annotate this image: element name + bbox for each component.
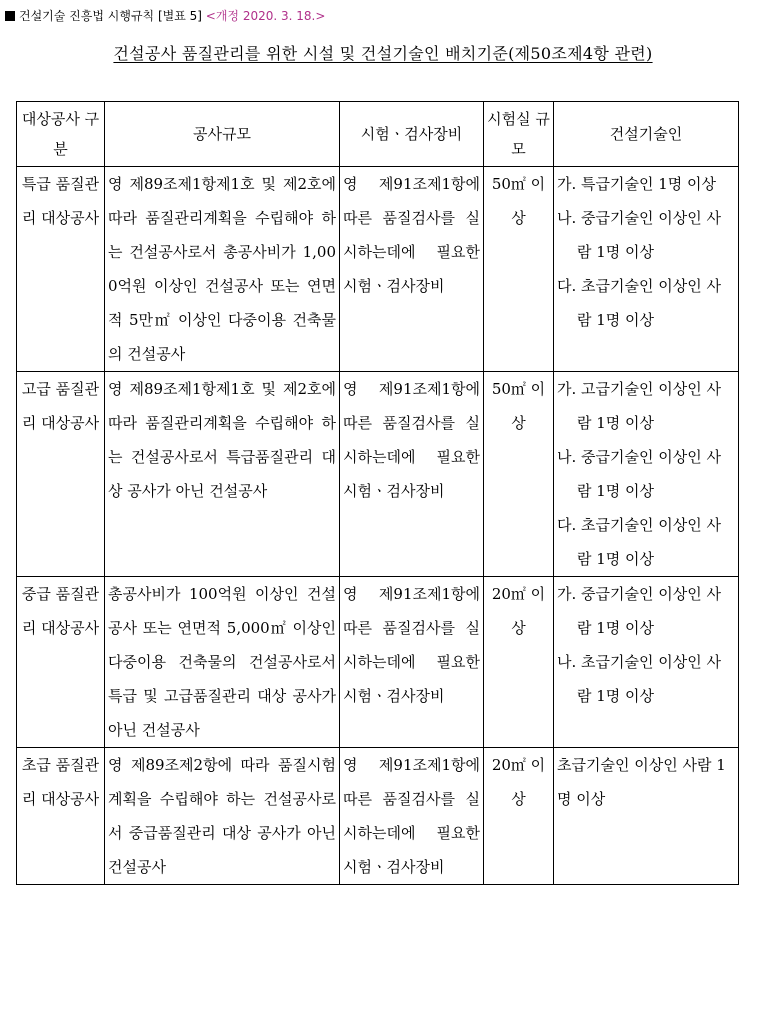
cell-technician xyxy=(554,748,739,885)
table-row xyxy=(17,372,739,577)
table-row xyxy=(17,748,739,885)
cell-scale: 총공사비가 100억원 이상인 건설공사 또는 연면적 5,000㎡ 이상인 다중이용 건축물의 건설공사로서 특급 및 고급품질관리 대상 공사가 아닌 건설공사 xyxy=(105,577,340,748)
header-target: 대상공사 구분 xyxy=(17,102,105,167)
cell-target: 초급 품질관리 대상공사 xyxy=(17,748,105,885)
document-title-wrapper xyxy=(0,41,766,64)
amendment-date: <개정 2020. 3. 18.> xyxy=(205,9,326,23)
table-row xyxy=(17,577,739,748)
cell-scale: 영 제89조제1항제1호 및 제2호에 따라 품질관리계획을 수립해야 하는 건설공사로서 총공사비가 1,000억원 이상인 건설공사 또는 연면적 5만㎡ 이상인 다중이용 건축물의 건설공사 xyxy=(105,167,340,372)
technician-item: 다. 초급기술인 이상인 사람 1명 이상 xyxy=(557,516,721,568)
cell-target: 고급 품질관리 대상공사 xyxy=(17,372,105,577)
technician-item: 나. 중급기술인 이상인 사람 1명 이상 xyxy=(557,448,721,500)
black-square-icon xyxy=(5,11,15,21)
technician-item: 다. 초급기술인 이상인 사람 1명 이상 xyxy=(557,277,721,329)
cell-equipment: 영 제91조제1항에 따른 품질검사를 실시하는데에 필요한 시험ㆍ검사장비 xyxy=(340,167,484,372)
technician-item: 가. 특급기술인 1명 이상 xyxy=(557,175,717,193)
cell-equipment: 영 제91조제1항에 따른 품질검사를 실시하는데에 필요한 시험ㆍ검사장비 xyxy=(340,372,484,577)
cell-technician xyxy=(554,372,739,577)
technician-item: 나. 초급기술인 이상인 사람 1명 이상 xyxy=(557,653,721,705)
standards-table xyxy=(16,101,739,885)
cell-target: 중급 품질관리 대상공사 xyxy=(17,577,105,748)
header-lab: 시험실 규모 xyxy=(484,102,554,167)
table-header-row xyxy=(17,102,739,167)
cell-equipment: 영 제91조제1항에 따른 품질검사를 실시하는데에 필요한 시험ㆍ검사장비 xyxy=(340,748,484,885)
technician-item: 나. 중급기술인 이상인 사람 1명 이상 xyxy=(557,209,721,261)
table-row xyxy=(17,167,739,372)
cell-lab: 20㎡ 이상 xyxy=(484,577,554,748)
cell-lab: 20㎡ 이상 xyxy=(484,748,554,885)
cell-equipment: 영 제91조제1항에 따른 품질검사를 실시하는데에 필요한 시험ㆍ검사장비 xyxy=(340,577,484,748)
header-scale: 공사규모 xyxy=(105,102,340,167)
cell-lab: 50㎡ 이상 xyxy=(484,372,554,577)
cell-scale: 영 제89조제2항에 따라 품질시험계획을 수립해야 하는 건설공사로서 중급품질관리 대상 공사가 아닌 건설공사 xyxy=(105,748,340,885)
header-equipment: 시험ㆍ검사장비 xyxy=(340,102,484,167)
law-reference: 건설기술 진흥법 시행규칙 [별표 5] xyxy=(19,9,202,23)
document-title: 건설공사 품질관리를 위한 시설 및 건설기술인 배치기준(제50조제4항 관련) xyxy=(113,44,653,63)
cell-technician xyxy=(554,167,739,372)
cell-scale: 영 제89조제1항제1호 및 제2호에 따라 품질관리계획을 수립해야 하는 건설공사로서 특급품질관리 대상 공사가 아닌 건설공사 xyxy=(105,372,340,577)
header-technician: 건설기술인 xyxy=(554,102,739,167)
technician-item: 가. 고급기술인 이상인 사람 1명 이상 xyxy=(557,380,721,432)
cell-target: 특급 품질관리 대상공사 xyxy=(17,167,105,372)
document-header xyxy=(5,7,325,24)
cell-lab: 50㎡ 이상 xyxy=(484,167,554,372)
cell-technician xyxy=(554,577,739,748)
technician-item: 가. 중급기술인 이상인 사람 1명 이상 xyxy=(557,585,721,637)
technician-item: 초급기술인 이상인 사람 1명 이상 xyxy=(557,756,726,808)
